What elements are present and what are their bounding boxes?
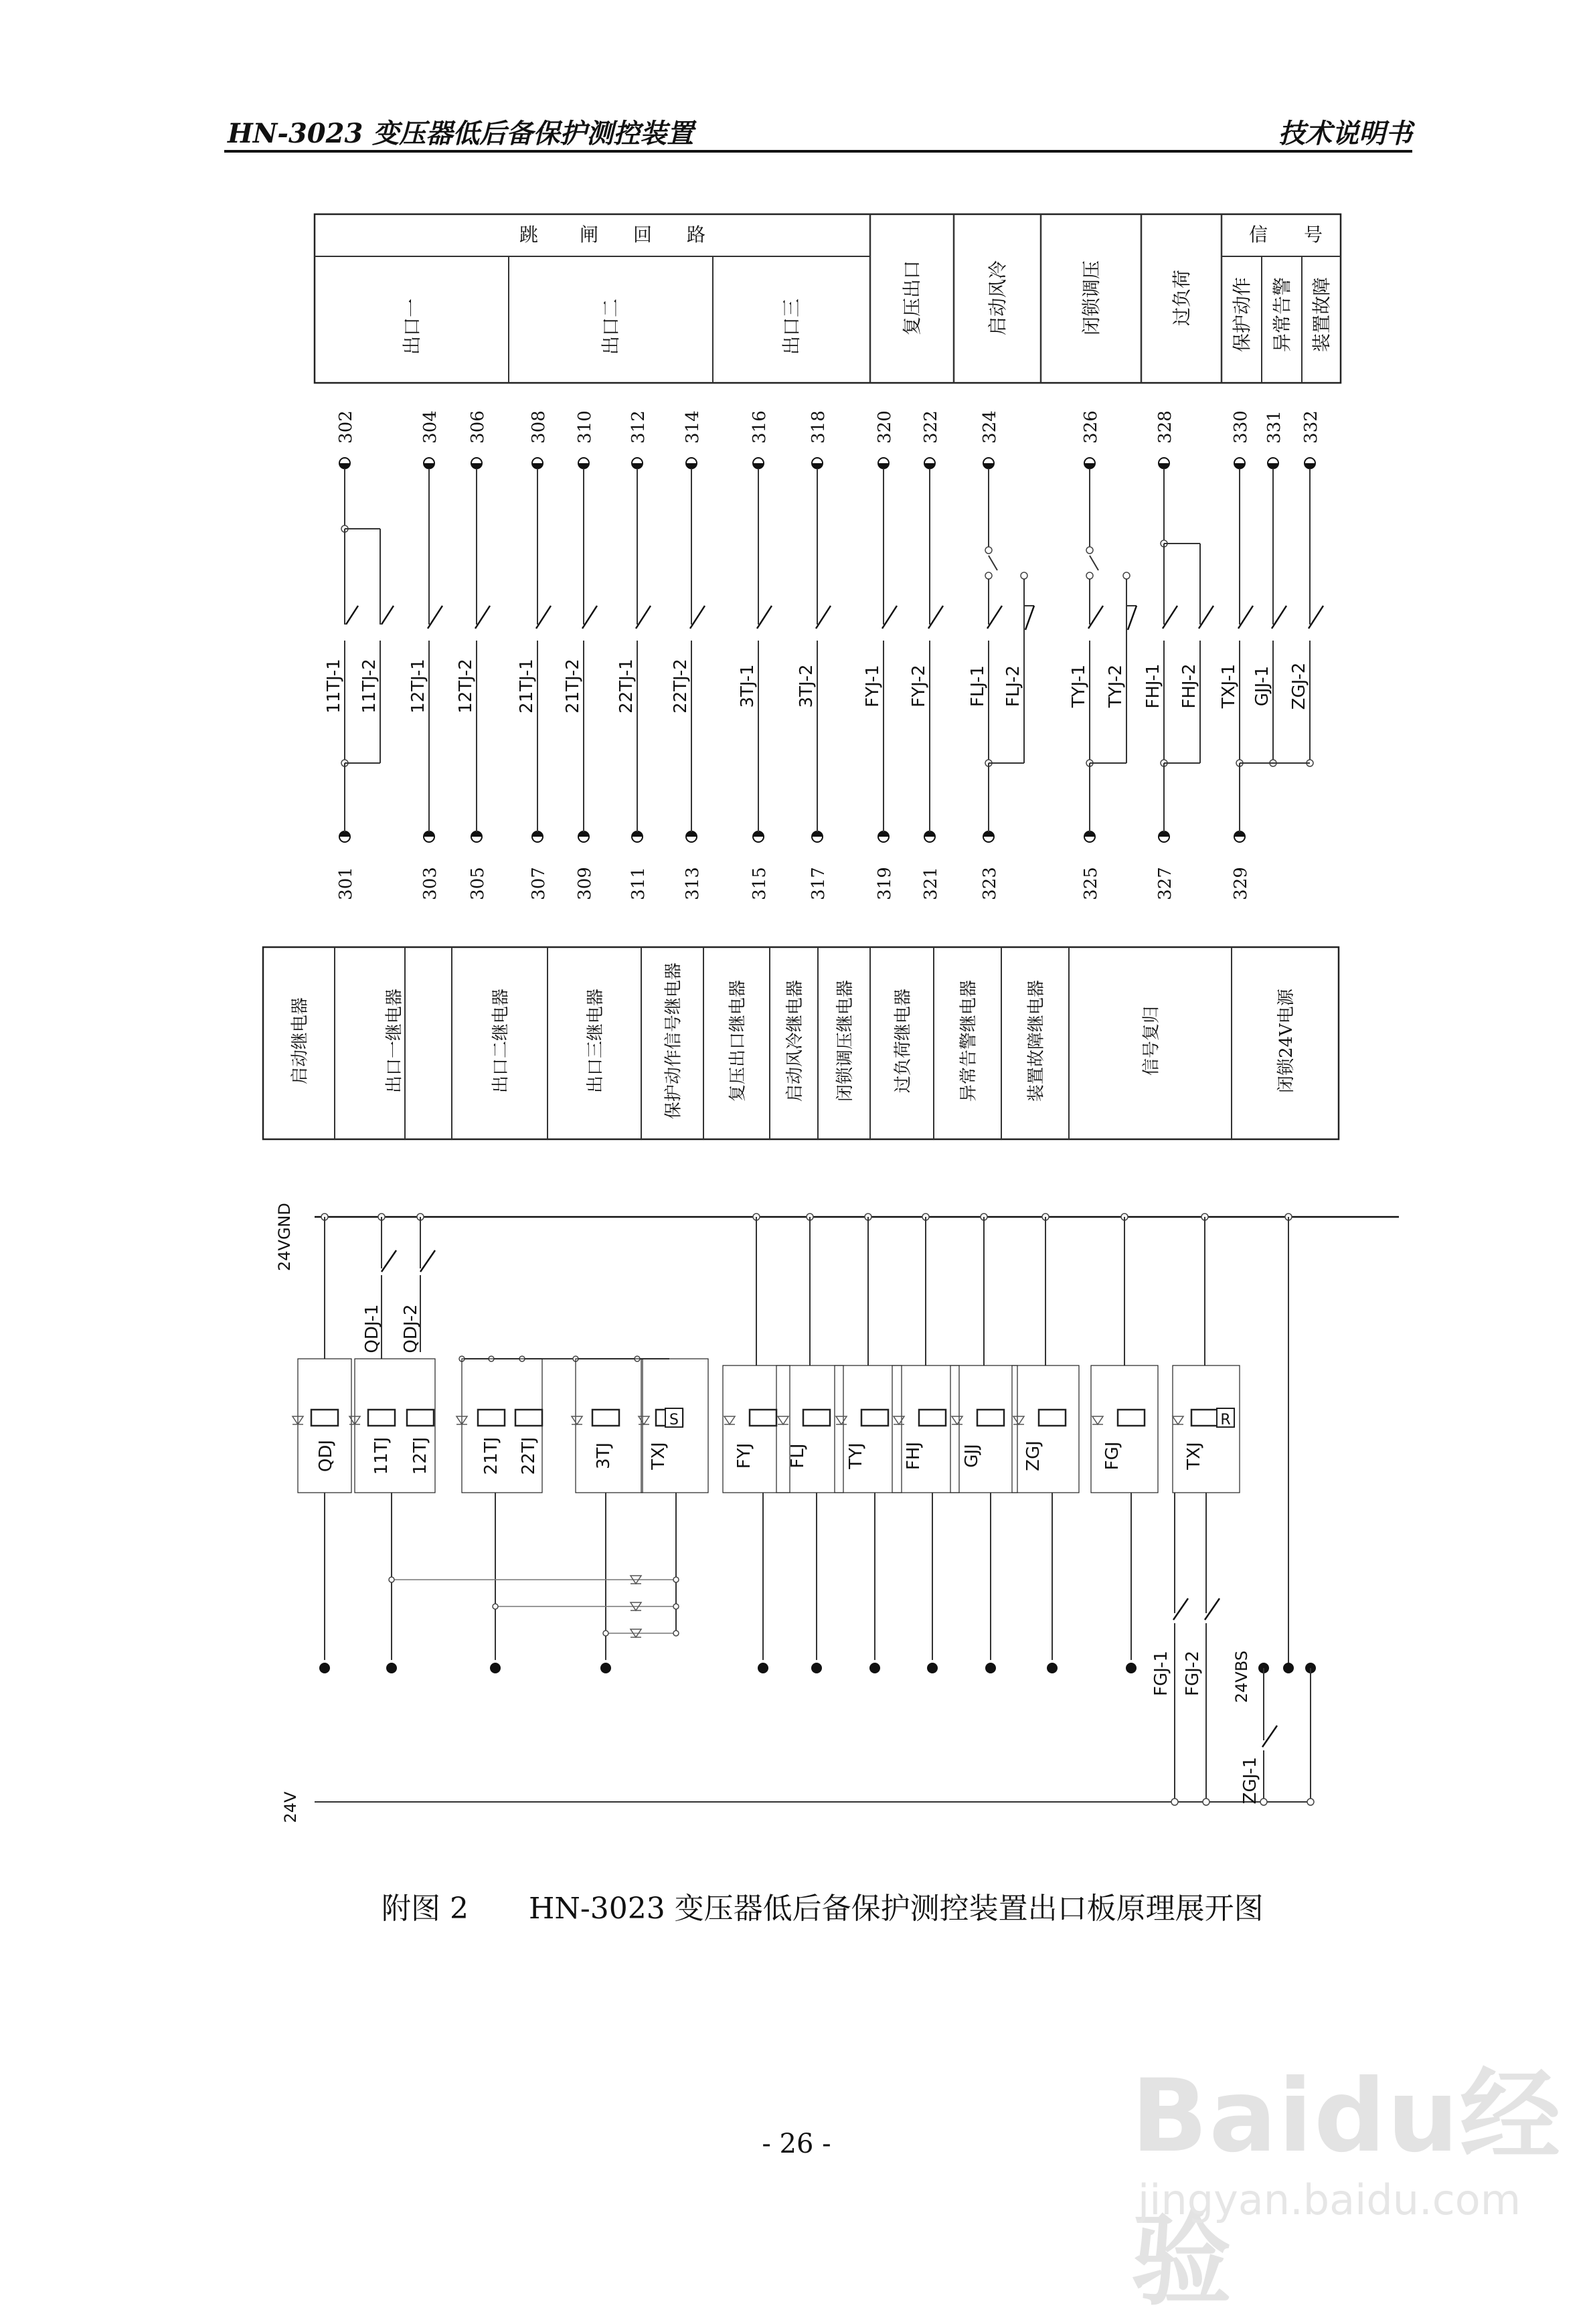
relay-3TJ-coil [592,1410,619,1426]
terminal-number-bottom: 303 [420,867,440,900]
vbs-label: 24VBS [1232,1650,1251,1704]
node [1171,1799,1178,1805]
terminal-number-bottom: 315 [750,867,770,900]
contact-label-ZGJ-2: ZGJ-2 [1289,662,1309,710]
relay-label-FYJ: FYJ [734,1442,754,1469]
relay-21TJ-coil [478,1410,505,1426]
group-title-char: 闸 [579,224,599,246]
contact-label-3TJ-1: 3TJ-1 [738,664,758,708]
contact-FYJ-2-blade [928,606,943,629]
signal-item-label: 异常告警 [1271,276,1293,353]
terminal-number-top: 330 [1231,410,1251,444]
contact-22TJ-2-blade [690,606,705,629]
contact-21TJ-1-blade [536,606,551,629]
terminal-number-top: 326 [1081,410,1101,444]
subgroup-label: 出口二 [600,298,622,355]
diode [1092,1416,1103,1424]
txj-reset-mark: R [1220,1412,1231,1428]
contact-label-22TJ-1: 22TJ-1 [616,659,637,714]
relay-label-FLJ: FLJ [788,1443,808,1469]
contact-FYJ-1-blade [882,606,897,629]
terminal-number-top: 332 [1301,410,1321,444]
column-label: 闭锁调压 [1080,260,1102,336]
relay-label-TXJ-S: TXJ [649,1442,669,1470]
contact-label-FHJ-2: FHJ-2 [1179,663,1199,709]
mid-table-label-7: 闭锁调压继电器 [835,979,855,1102]
diode [572,1416,582,1424]
relay-label-QDJ: QDJ [316,1439,336,1473]
node [1260,1799,1267,1805]
contact-3TJ-1-blade [757,606,772,629]
node [673,1604,679,1609]
terminal-number-top: 318 [809,410,829,444]
mid-table-label-5: 复压出口继电器 [728,979,748,1102]
contact-TXJ-1-blade [1238,606,1253,629]
terminal-number-bottom: 325 [1081,867,1101,900]
terminal-dot [386,1663,397,1673]
contact-label-12TJ-1: 12TJ-1 [408,659,428,714]
contact-FHJ-1-blade [1163,606,1177,629]
contact-label-FGJ-1: FGJ-1 [1151,1651,1171,1696]
figure-number: 附图 2 [382,1892,469,1926]
relay-label-FHJ: FHJ [904,1441,924,1471]
contact-12TJ-2-blade [475,606,490,629]
terminal-number-top: 320 [875,410,895,444]
mid-table-label-10: 装置故障继电器 [1026,979,1047,1102]
contact-label-11TJ-2: 11TJ-2 [359,659,380,714]
terminal-dot [490,1663,501,1673]
contact-label-3TJ-2: 3TJ-2 [796,664,817,708]
contact-3TJ-2-blade [816,606,831,629]
terminal-number-top: 322 [921,410,941,444]
relay-label-22TJ: 22TJ [519,1436,539,1475]
contact-22TJ-1-blade [636,606,651,629]
terminal-number-bottom: 319 [875,867,895,900]
contact-label-22TJ-2: 22TJ-2 [671,659,691,714]
contact-label-21TJ-2: 21TJ-2 [563,659,583,714]
contact-label-FLJ-2: FLJ-2 [1003,665,1023,708]
node [985,572,992,579]
relay-FGJ-frame [1091,1365,1158,1493]
page-number: - 26 - [762,2129,831,2159]
contact-label-FGJ-2: FGJ-2 [1183,1651,1203,1696]
txj-set-mark: S [669,1412,679,1428]
terminal-number-bottom: 301 [336,867,356,900]
contact-label-TYJ-2: TYJ-2 [1106,664,1126,708]
node [673,1577,679,1582]
column-label: 复压出口 [901,260,923,336]
relay-22TJ-coil [515,1410,542,1426]
contact-label-TYJ-1: TYJ-1 [1069,664,1089,708]
diode [1013,1416,1024,1424]
contact-gap [343,625,347,641]
terminal-dot [758,1663,768,1673]
diode [1173,1416,1183,1424]
diode [778,1416,788,1424]
terminal-dot [600,1663,611,1673]
column-label: 启动风冷 [987,260,1009,336]
terminal-number-top: 306 [468,410,488,444]
signal-title-char: 号 [1303,224,1323,246]
terminal-number-bottom: 311 [628,867,649,900]
diode [836,1416,847,1424]
contact-FLJ-2-blade [1025,606,1034,630]
contact-TYJ-2-blade [1128,606,1137,630]
mid-table-label-4: 保护动作信号继电器 [663,962,684,1120]
terminal-number-bottom: 305 [468,867,488,900]
node [1123,572,1130,579]
diode [639,1416,649,1424]
contact-label-21TJ-1: 21TJ-1 [517,659,537,714]
baidu-watermark-url: jingyan.baidu.com [1138,2175,1521,2224]
terminal-dot [1126,1663,1137,1673]
relay-FLJ-coil [803,1410,830,1426]
diode [894,1416,904,1424]
terminal-number-top: 310 [575,410,595,444]
node [603,1631,608,1636]
terminal-number-top: 304 [420,410,440,444]
relay-label-3TJ: 3TJ [594,1442,614,1470]
contact-FGJ-1-blade [1173,1598,1188,1620]
node [673,1631,679,1636]
contact-TYJ-1-blade [1088,606,1103,629]
mid-table-label-0: 启动继电器 [290,997,311,1085]
terminal-dot [927,1663,938,1673]
node [1203,1799,1209,1805]
figure-caption [382,1884,1264,1927]
relay-12TJ-coil [407,1410,434,1426]
terminal-number-bottom: 327 [1155,867,1175,900]
contact-QDJ-2-blade [420,1250,435,1272]
group-title-char: 路 [686,224,706,246]
contact-21TJ-2-blade [582,606,597,629]
relay-ZGJ-coil [1039,1410,1066,1426]
contact-label-FLJ-1: FLJ-1 [968,665,988,708]
terminal-number-top: 312 [628,410,649,444]
relay-TYJ-coil [861,1410,888,1426]
contact-12TJ-1-blade [428,606,442,629]
figure-title: HN-3023 变压器低后备保护测控装置出口板原理展开图 [528,1892,1264,1926]
relay-GJJ-coil [977,1410,1004,1426]
contact-ZGJ-1-blade [1262,1726,1277,1747]
node [1021,572,1027,579]
terminal-number-bottom: 313 [683,867,703,900]
contact-FLJ-1-blade [987,606,1002,629]
contact-label-FHJ-1: FHJ-1 [1143,663,1163,709]
relay-FYJ-frame [723,1365,790,1493]
relay-ZGJ-frame [1012,1365,1079,1493]
relay-FLJ-frame [776,1365,843,1493]
contact-label-QDJ-1: QDJ-1 [362,1304,382,1353]
bus-24v-label: 24V [281,1791,300,1823]
mid-table-label-8: 过负荷继电器 [893,988,914,1094]
terminal-number-bottom: 309 [575,867,595,900]
mid-table-label-2: 出口二继电器 [491,988,511,1094]
relay-QDJ-coil [311,1410,338,1426]
relay-label-21TJ: 21TJ [481,1436,501,1475]
contact-label-12TJ-2: 12TJ-2 [456,659,476,714]
contact-label-TXJ-1: TXJ-1 [1219,663,1239,709]
signal-title-char: 信 [1248,224,1268,246]
diode [724,1416,735,1424]
relay-label-ZGJ: ZGJ [1023,1440,1043,1471]
relay-label-11TJ: 11TJ [371,1436,392,1475]
terminal-number-bottom: 329 [1231,867,1251,900]
terminal-number-bottom: 323 [980,867,1000,900]
node [1086,547,1093,554]
subgroup-label: 出口三 [780,298,803,355]
diode [952,1416,962,1424]
subgroup-label: 出口一 [401,298,423,355]
contact-label-QDJ-2: QDJ-2 [401,1304,421,1353]
terminal-number-bottom: 321 [921,867,941,900]
relay-label-FGJ: FGJ [1102,1441,1122,1471]
terminal-number-top: 331 [1264,410,1284,444]
contact-label-FYJ-2: FYJ-2 [909,665,929,708]
terminal-number-top: 316 [750,410,770,444]
relay-11TJ-coil [368,1410,395,1426]
relay-FHJ-frame [892,1365,959,1493]
terminal-dot [811,1663,822,1673]
relay-label-TXJ-R: TXJ [1184,1442,1204,1470]
relay-TXJ-R-coil [1191,1410,1218,1426]
contact-label-FYJ-1: FYJ-1 [863,665,883,708]
contact-gap [378,625,382,641]
mid-table-label-11: 信号复归 [1141,1005,1162,1076]
relay-TXJ-R-frame [1173,1365,1240,1493]
group-title-char: 跳 [519,224,539,246]
terminal-number-bottom: 307 [529,867,549,900]
mid-table-label-12: 闭锁24V电源 [1276,989,1296,1093]
contact-QDJ-1-blade [382,1250,396,1272]
relay-label-12TJ: 12TJ [410,1436,430,1475]
terminal-number-top: 302 [336,410,356,444]
terminal-dot [1283,1663,1294,1673]
contact-label-ZGJ-1: ZGJ-1 [1240,1756,1260,1805]
column-label: 过负荷 [1171,269,1193,327]
terminal-dot [869,1663,880,1673]
terminal-number-top: 324 [980,410,1000,444]
baidu-watermark-logo: Baidu经验 [1131,2058,1562,2319]
terminal-number-top: 328 [1155,410,1175,444]
relay-FGJ-coil [1118,1410,1145,1426]
terminal-number-top: 314 [683,410,703,444]
terminal-dot [985,1663,996,1673]
header-title: HN-3023 变压器低后备保护测控装置 [228,118,694,149]
mid-table-label-9: 异常告警继电器 [958,979,979,1102]
contact-FGJ-2-blade [1205,1598,1220,1620]
bus-24vgnd-label: 24VGND [275,1203,294,1271]
header-doc-type: 技术说明书 [1278,118,1412,149]
mid-table-label-3: 出口三继电器 [586,988,606,1094]
node [389,1577,394,1582]
terminal-number-bottom: 317 [809,867,829,900]
contact-ZGJ-2-blade [1309,606,1323,629]
relay-label-GJJ: GJJ [962,1444,982,1468]
relay-GJJ-frame [950,1365,1017,1493]
wire [1090,556,1098,570]
contact-FHJ-2-blade [1199,606,1213,629]
relay-FYJ-coil [750,1410,776,1426]
node [1307,1799,1314,1805]
relay-label-TYJ: TYJ [846,1442,866,1469]
signal-item-label: 保护动作 [1231,276,1253,353]
node [493,1604,498,1609]
terminal-dot [1047,1663,1058,1673]
mid-table-label-6: 启动风冷继电器 [785,979,805,1102]
contact-GJJ-1-blade [1272,606,1286,629]
node [1086,572,1093,579]
signal-item-label: 装置故障 [1311,276,1333,353]
terminal-number-top: 308 [529,410,549,444]
relay-TYJ-frame [835,1365,902,1493]
contact-label-GJJ-1: GJJ-1 [1252,665,1272,707]
node [985,547,992,554]
wire [989,556,997,570]
relay-FHJ-coil [919,1410,946,1426]
terminal-dot [319,1663,330,1673]
contact-label-11TJ-1: 11TJ-1 [324,659,344,714]
group-title-char: 回 [633,224,653,246]
mid-table-label-1: 出口一继电器 [384,988,405,1094]
